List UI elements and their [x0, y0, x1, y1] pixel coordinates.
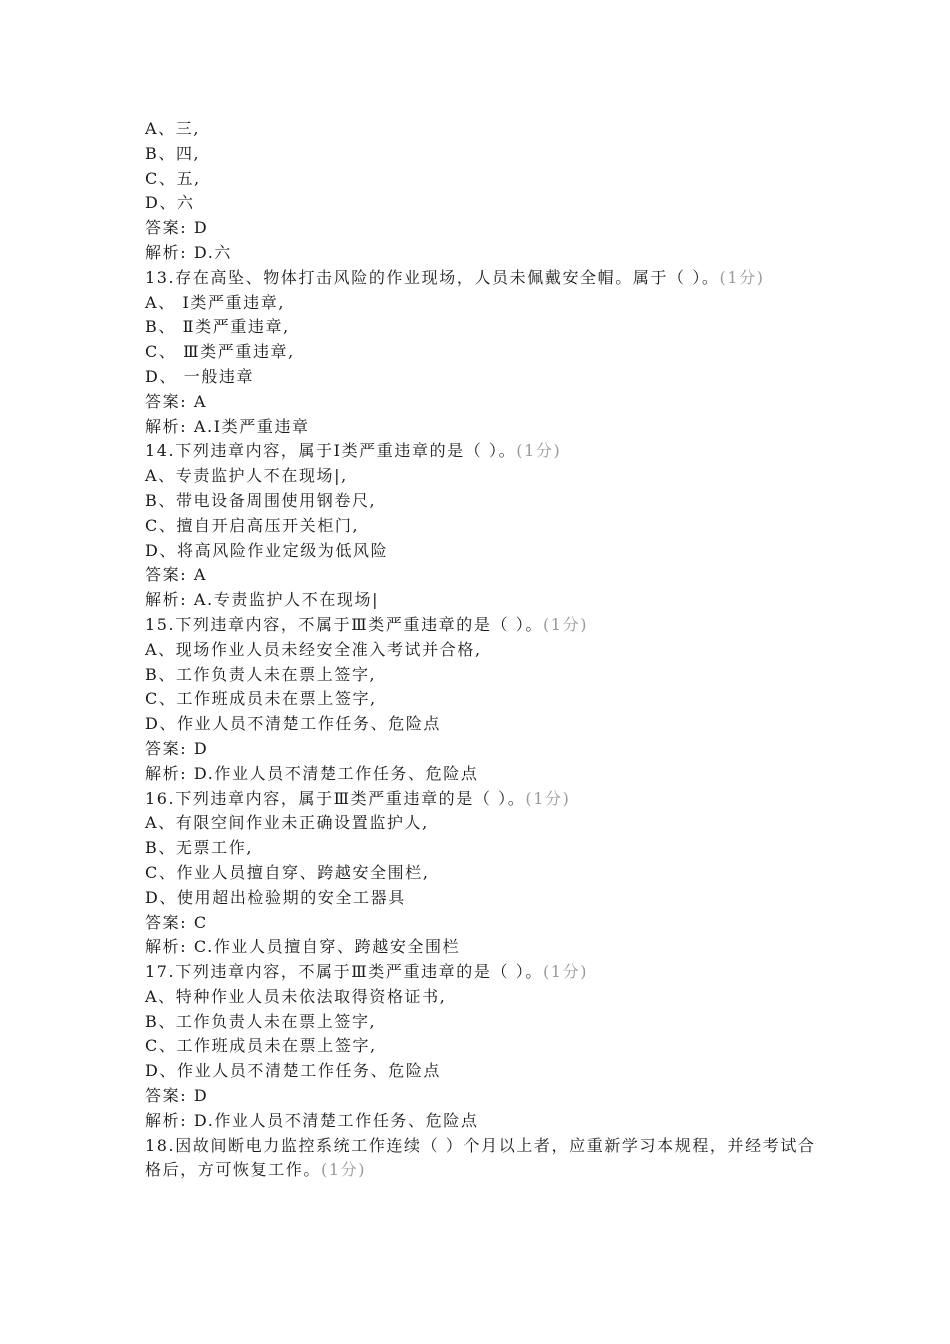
question-13	[145, 266, 825, 440]
question-stem	[145, 613, 825, 638]
option-c: C、五,	[145, 168, 201, 188]
answer: 答案: D	[145, 218, 209, 238]
option-a: A、特种作业人员未依法取得资格证书,	[145, 986, 447, 1006]
score-label: (1分)	[542, 614, 589, 634]
option-c: C、作业人员擅自穿、跨越安全围栏,	[145, 862, 430, 882]
answer: 答案: D	[145, 1086, 209, 1106]
question-stem	[145, 266, 825, 291]
option-b: B、 Ⅱ类严重违章,	[145, 317, 290, 337]
analysis: 解析: D.六	[145, 242, 233, 262]
option-a: A、现场作业人员未经安全准入考试并合格,	[145, 639, 482, 659]
question-14	[145, 439, 825, 613]
analysis: 解析: D.作业人员不清楚工作任务、危险点	[145, 763, 479, 783]
option-b: B、带电设备周围使用钢卷尺,	[145, 490, 377, 510]
score-label: (1分)	[516, 441, 562, 461]
answer: 答案: C	[145, 912, 208, 932]
option-a: A、三,	[145, 119, 201, 138]
option-a: A、 Ⅰ类严重违章,	[145, 292, 286, 312]
question-stem	[145, 439, 825, 464]
score-label: (1分)	[321, 1160, 367, 1180]
option-d: D、将高风险作业定级为低风险	[145, 540, 389, 560]
option-c: C、工作班成员未在票上签字,	[145, 1036, 377, 1056]
option-d: D、使用超出检验期的安全工器具	[145, 887, 406, 907]
stem-text: 15.下列违章内容，不属于Ⅲ类严重违章的是（ ）。	[145, 614, 543, 634]
option-a: A、专责监护人不在现场|,	[145, 466, 348, 486]
option-b: B、四,	[145, 143, 201, 163]
answer: 答案: D	[145, 738, 209, 758]
option-b: B、工作负责人未在票上签字,	[145, 1011, 377, 1031]
question-list	[145, 117, 825, 1183]
option-c: C、擅自开启高压开关柜门,	[145, 515, 360, 535]
score-label: (1分)	[542, 962, 589, 982]
analysis: 解析: A.Ⅰ类严重违章	[145, 416, 310, 436]
stem-text: 14.下列违章内容，属于Ⅰ类严重违章的是（ ）。	[145, 441, 517, 461]
analysis: 解析: A.专责监护人不在现场|	[145, 590, 380, 610]
analysis: 解析: D.作业人员不清楚工作任务、危险点	[145, 1110, 479, 1130]
analysis: 解析: C.作业人员擅自穿、跨越安全围栏	[145, 937, 461, 957]
stem-text: 13.存在高坠、物体打击风险的作业现场，人员未佩戴安全帽。属于（ ）。	[145, 267, 720, 287]
question-18	[145, 1134, 825, 1184]
stem-text: 16.下列违章内容，属于Ⅲ类严重违章的是（ ）。	[145, 788, 526, 808]
question-stem	[145, 1134, 825, 1184]
option-d: D、作业人员不清楚工作任务、危险点	[145, 714, 442, 734]
question-16	[145, 787, 825, 961]
question-12-tail	[145, 117, 825, 266]
score-label: (1分)	[719, 267, 765, 287]
option-c: C、工作班成员未在票上签字,	[145, 689, 377, 709]
answer: 答案: A	[145, 565, 208, 585]
question-17	[145, 960, 825, 1134]
question-stem	[145, 787, 825, 812]
stem-text: 17.下列违章内容，不属于Ⅲ类严重违章的是（ ）。	[145, 962, 543, 982]
question-15	[145, 613, 825, 787]
answer: 答案: A	[145, 391, 208, 411]
score-label: (1分)	[525, 788, 571, 808]
option-d: D、六	[145, 193, 195, 213]
option-c: C、 Ⅲ类严重违章,	[145, 342, 295, 362]
question-stem	[145, 960, 825, 985]
option-b: B、无票工作,	[145, 838, 254, 858]
stem-text: 18.因故间断电力监控系统工作连续（ ）个月以上者，应重新学习本规程，并经考试合格后，方可恢复工作。	[145, 1135, 816, 1180]
option-d: D、作业人员不清楚工作任务、危险点	[145, 1061, 442, 1081]
option-d: D、 一般违章	[145, 366, 255, 386]
option-a: A、有限空间作业未正确设置监护人,	[145, 813, 429, 833]
option-b: B、工作负责人未在票上签字,	[145, 664, 377, 684]
